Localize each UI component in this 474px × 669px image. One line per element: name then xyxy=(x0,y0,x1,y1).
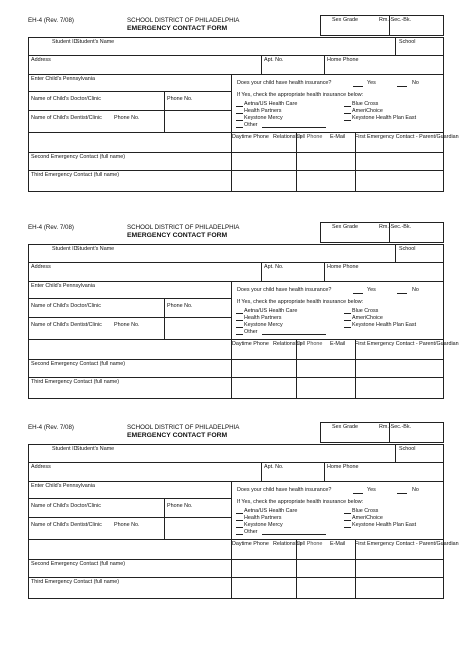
home-phone-label: Home Phone xyxy=(327,57,359,63)
form-id: EH-4 (Rev. 7/08) xyxy=(28,17,74,24)
rm-sec-bk-label: Rm.-Sec.-Bk. xyxy=(379,224,412,230)
rm-sec-bk-label: Rm.-Sec.-Bk. xyxy=(379,17,412,23)
insurance-question: Does your child have health insurance? xyxy=(237,80,332,86)
grade-label: Grade xyxy=(343,17,358,23)
relationship-header: Relationship xyxy=(273,541,303,547)
relationship-header: Relationship xyxy=(273,341,303,347)
keystone-hpe-option: Keystone Health Plan East xyxy=(352,522,417,528)
keystone-mercy-checkbox[interactable] xyxy=(236,527,243,528)
other-option: Other xyxy=(244,122,258,128)
relationship-header: Relationship xyxy=(273,134,303,140)
americhoice-option: AmeriChoice xyxy=(352,315,383,321)
blue-cross-checkbox[interactable] xyxy=(344,513,351,514)
address-label: Address xyxy=(31,464,51,470)
aetna-checkbox[interactable] xyxy=(236,106,243,107)
yes-checkbox[interactable] xyxy=(353,293,363,294)
daytime-phone-header: Daytime Phone xyxy=(232,541,269,547)
blue-cross-option: Blue Cross xyxy=(352,508,379,514)
americhoice-checkbox[interactable] xyxy=(344,113,351,114)
third-contact-label: Third Emergency Contact (full name) xyxy=(31,172,120,178)
americhoice-checkbox[interactable] xyxy=(344,320,351,321)
aetna-option: Aetna/US Health Care xyxy=(244,308,298,314)
other-input[interactable] xyxy=(262,127,326,128)
health-partners-checkbox[interactable] xyxy=(236,320,243,321)
blue-cross-checkbox[interactable] xyxy=(344,106,351,107)
daytime-phone-header: Daytime Phone xyxy=(232,134,269,140)
email-header: E-Mail xyxy=(330,134,346,140)
first-contact-header: First Emergency Contact - Parent/Guardian xyxy=(355,341,459,347)
other-checkbox[interactable] xyxy=(236,127,243,128)
insurance-question: Does your child have health insurance? xyxy=(237,487,332,493)
form-title: EMERGENCY CONTACT FORM xyxy=(127,432,228,439)
district-name: SCHOOL DISTRICT OF PHILADELPHIA xyxy=(127,424,240,431)
emergency-contact-form xyxy=(0,0,474,192)
sex-label: Sex xyxy=(332,224,342,230)
enter-pennsylvania-label: Enter Child's Pennsylvania xyxy=(31,76,95,82)
aetna-option: Aetna/US Health Care xyxy=(244,508,298,514)
first-contact-header: First Emergency Contact - Parent/Guardian xyxy=(355,134,459,140)
school-label: School xyxy=(399,39,416,45)
student-name-label: Student's Name xyxy=(76,246,115,252)
district-name: SCHOOL DISTRICT OF PHILADELPHIA xyxy=(127,17,240,24)
student-name-label: Student's Name xyxy=(76,446,115,452)
home-phone-label: Home Phone xyxy=(327,464,359,470)
cell-phone-header: Cell Phone xyxy=(296,134,323,140)
address-label: Address xyxy=(31,264,51,270)
americhoice-option: AmeriChoice xyxy=(352,515,383,521)
email-header: E-Mail xyxy=(330,541,346,547)
blue-cross-option: Blue Cross xyxy=(352,308,379,314)
keystone-hpe-checkbox[interactable] xyxy=(344,120,351,121)
second-contact-label: Second Emergency Contact (full name) xyxy=(31,154,126,160)
dentist-label: Name of Child's Dentist/Clinic xyxy=(31,322,102,328)
other-input[interactable] xyxy=(262,334,326,335)
address-label: Address xyxy=(31,57,51,63)
cell-phone-header: Cell Phone xyxy=(296,341,323,347)
form-title: EMERGENCY CONTACT FORM xyxy=(127,232,228,239)
school-label: School xyxy=(399,246,416,252)
no-checkbox[interactable] xyxy=(397,293,407,294)
doctor-label: Name of Child's Doctor/Clinic xyxy=(31,303,101,309)
blue-cross-checkbox[interactable] xyxy=(344,313,351,314)
dentist-phone-label: Phone No. xyxy=(114,522,140,528)
no-label: No xyxy=(412,80,419,86)
insurance-question: Does your child have health insurance? xyxy=(237,287,332,293)
keystone-hpe-checkbox[interactable] xyxy=(344,327,351,328)
keystone-mercy-option: Keystone Mercy xyxy=(244,322,283,328)
doctor-phone-label: Phone No. xyxy=(167,303,193,309)
yes-checkbox[interactable] xyxy=(353,86,363,87)
student-id-label: Student ID xyxy=(52,39,78,45)
yes-checkbox[interactable] xyxy=(353,493,363,494)
no-label: No xyxy=(412,487,419,493)
americhoice-option: AmeriChoice xyxy=(352,108,383,114)
rm-sec-bk-label: Rm.-Sec.-Bk. xyxy=(379,424,412,430)
enter-pennsylvania-label: Enter Child's Pennsylvania xyxy=(31,483,95,489)
third-contact-label: Third Emergency Contact (full name) xyxy=(31,379,120,385)
blue-cross-option: Blue Cross xyxy=(352,101,379,107)
student-id-label: Student ID xyxy=(52,446,78,452)
keystone-hpe-option: Keystone Health Plan East xyxy=(352,115,417,121)
health-partners-option: Health Partners xyxy=(244,515,282,521)
emergency-contact-form xyxy=(0,207,474,399)
grade-label: Grade xyxy=(343,224,358,230)
emergency-contact-form xyxy=(0,407,474,599)
keystone-mercy-option: Keystone Mercy xyxy=(244,115,283,121)
sex-label: Sex xyxy=(332,17,342,23)
form-id: EH-4 (Rev. 7/08) xyxy=(28,224,74,231)
form-title: EMERGENCY CONTACT FORM xyxy=(127,25,228,32)
yes-label: Yes xyxy=(367,287,376,293)
third-contact-label: Third Emergency Contact (full name) xyxy=(31,579,120,585)
doctor-label: Name of Child's Doctor/Clinic xyxy=(31,503,101,509)
email-header: E-Mail xyxy=(330,341,346,347)
student-name-label: Student's Name xyxy=(76,39,115,45)
sex-label: Sex xyxy=(332,424,342,430)
no-checkbox[interactable] xyxy=(397,493,407,494)
yes-label: Yes xyxy=(367,80,376,86)
doctor-phone-label: Phone No. xyxy=(167,96,193,102)
keystone-mercy-checkbox[interactable] xyxy=(236,327,243,328)
dentist-label: Name of Child's Dentist/Clinic xyxy=(31,115,102,121)
doctor-label: Name of Child's Doctor/Clinic xyxy=(31,96,101,102)
dentist-phone-label: Phone No. xyxy=(114,322,140,328)
enter-pennsylvania-label: Enter Child's Pennsylvania xyxy=(31,283,95,289)
no-checkbox[interactable] xyxy=(397,86,407,87)
keystone-mercy-option: Keystone Mercy xyxy=(244,522,283,528)
dentist-label: Name of Child's Dentist/Clinic xyxy=(31,522,102,528)
aetna-option: Aetna/US Health Care xyxy=(244,101,298,107)
health-partners-checkbox[interactable] xyxy=(236,520,243,521)
grade-label: Grade xyxy=(343,424,358,430)
cell-phone-header: Cell Phone xyxy=(296,541,323,547)
aetna-checkbox[interactable] xyxy=(236,313,243,314)
student-id-label: Student ID xyxy=(52,246,78,252)
if-yes-instructions: If Yes, check the appropriate health insurance below: xyxy=(237,299,364,305)
keystone-hpe-checkbox[interactable] xyxy=(344,527,351,528)
other-input[interactable] xyxy=(262,534,326,535)
keystone-hpe-option: Keystone Health Plan East xyxy=(352,322,417,328)
district-name: SCHOOL DISTRICT OF PHILADELPHIA xyxy=(127,224,240,231)
aetna-checkbox[interactable] xyxy=(236,513,243,514)
americhoice-checkbox[interactable] xyxy=(344,520,351,521)
if-yes-instructions: If Yes, check the appropriate health insurance below: xyxy=(237,499,364,505)
keystone-mercy-checkbox[interactable] xyxy=(236,120,243,121)
apt-no-label: Apt. No. xyxy=(264,264,284,270)
no-label: No xyxy=(412,287,419,293)
health-partners-checkbox[interactable] xyxy=(236,113,243,114)
second-contact-label: Second Emergency Contact (full name) xyxy=(31,361,126,367)
other-checkbox[interactable] xyxy=(236,334,243,335)
daytime-phone-header: Daytime Phone xyxy=(232,341,269,347)
other-option: Other xyxy=(244,529,258,535)
dentist-phone-label: Phone No. xyxy=(114,115,140,121)
first-contact-header: First Emergency Contact - Parent/Guardian xyxy=(355,541,459,547)
form-id: EH-4 (Rev. 7/08) xyxy=(28,424,74,431)
home-phone-label: Home Phone xyxy=(327,264,359,270)
other-option: Other xyxy=(244,329,258,335)
apt-no-label: Apt. No. xyxy=(264,464,284,470)
health-partners-option: Health Partners xyxy=(244,108,282,114)
apt-no-label: Apt. No. xyxy=(264,57,284,63)
school-label: School xyxy=(399,446,416,452)
second-contact-label: Second Emergency Contact (full name) xyxy=(31,561,126,567)
yes-label: Yes xyxy=(367,487,376,493)
other-checkbox[interactable] xyxy=(236,534,243,535)
if-yes-instructions: If Yes, check the appropriate health insurance below: xyxy=(237,92,364,98)
doctor-phone-label: Phone No. xyxy=(167,503,193,509)
health-partners-option: Health Partners xyxy=(244,315,282,321)
